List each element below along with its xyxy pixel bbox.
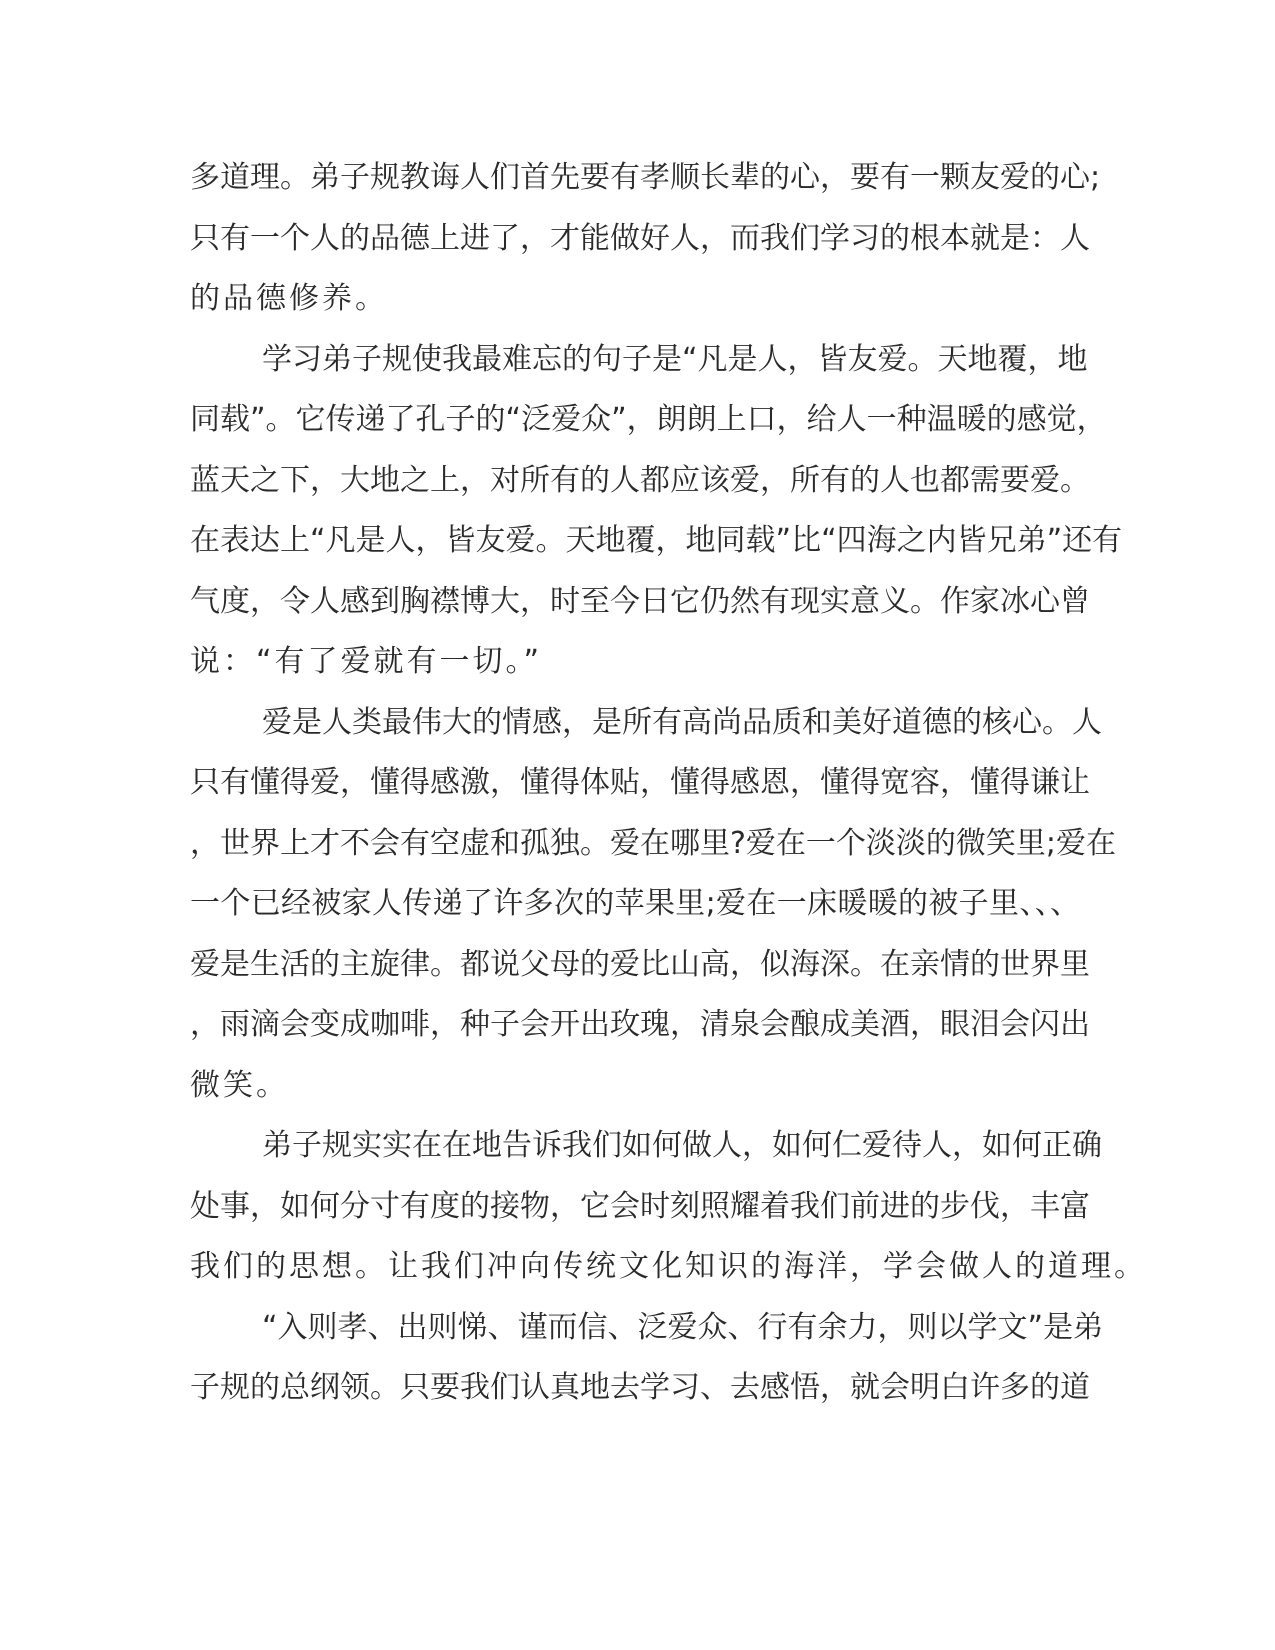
- text-line: 子规的总纲领。只要我们认真地去学习、去感悟，就会明白许多的道: [190, 1370, 1090, 1405]
- text-line: 弟子规实实在在地告诉我们如何做人，如何仁爱待人，如何正确: [262, 1128, 1102, 1163]
- text-line: ，世界上才不会有空虚和孤独。爱在哪里?爱在一个淡淡的微笑里;爱在: [190, 826, 1117, 861]
- text-line: 的品德修养。: [190, 281, 388, 316]
- text-line: 处事，如何分寸有度的接物，它会时刻照耀着我们前进的步伐，丰富: [190, 1189, 1090, 1224]
- text-line: 爱是人类最伟大的情感，是所有高尚品质和美好道德的核心。人: [262, 705, 1102, 740]
- text-line: 多道理。弟子规教诲人们首先要有孝顺长辈的心，要有一颗友爱的心;: [190, 160, 1101, 195]
- text-line: “入则孝、出则悌、谨而信、泛爱众、行有余力，则以学文”是弟: [262, 1310, 1104, 1345]
- text-line: 爱是生活的主旋律。都说父母的爱比山高，似海深。在亲情的世界里: [190, 947, 1090, 982]
- text-line: 说：“有了爱就有一切。”: [190, 644, 543, 679]
- text-line: 一个已经被家人传递了许多次的苹果里;爱在一床暖暖的被子里、、、: [190, 886, 1080, 921]
- text-line: 在表达上“凡是人，皆友爱。天地覆，地同载”比“四海之内皆兄弟”还有: [190, 523, 1123, 558]
- text-line: 只有一个人的品德上进了，才能做好人，而我们学习的根本就是：人: [190, 221, 1090, 256]
- text-line: 学习弟子规使我最难忘的句子是“凡是人，皆友爱。天地覆，地: [262, 342, 1088, 377]
- text-line: 只有懂得爱，懂得感激，懂得体贴，懂得感恩，懂得宽容，懂得谦让: [190, 765, 1090, 800]
- text-line: 微笑。: [190, 1068, 289, 1103]
- text-line: 我们的思想。让我们冲向传统文化知识的海洋，学会做人的道理。: [190, 1249, 1147, 1284]
- text-line: 蓝天之下，大地之上，对所有的人都应该爱，所有的人也都需要爱。: [190, 463, 1090, 498]
- text-line: ，雨滴会变成咖啡，种子会开出玫瑰，清泉会酿成美酒，眼泪会闪出: [190, 1007, 1090, 1042]
- text-line: 气度，令人感到胸襟博大，时至今日它仍然有现实意义。作家冰心曾: [190, 584, 1090, 619]
- text-line: 同载”。它传递了孔子的“泛爱众”，朗朗上口，给人一种温暖的感觉，: [190, 402, 1107, 437]
